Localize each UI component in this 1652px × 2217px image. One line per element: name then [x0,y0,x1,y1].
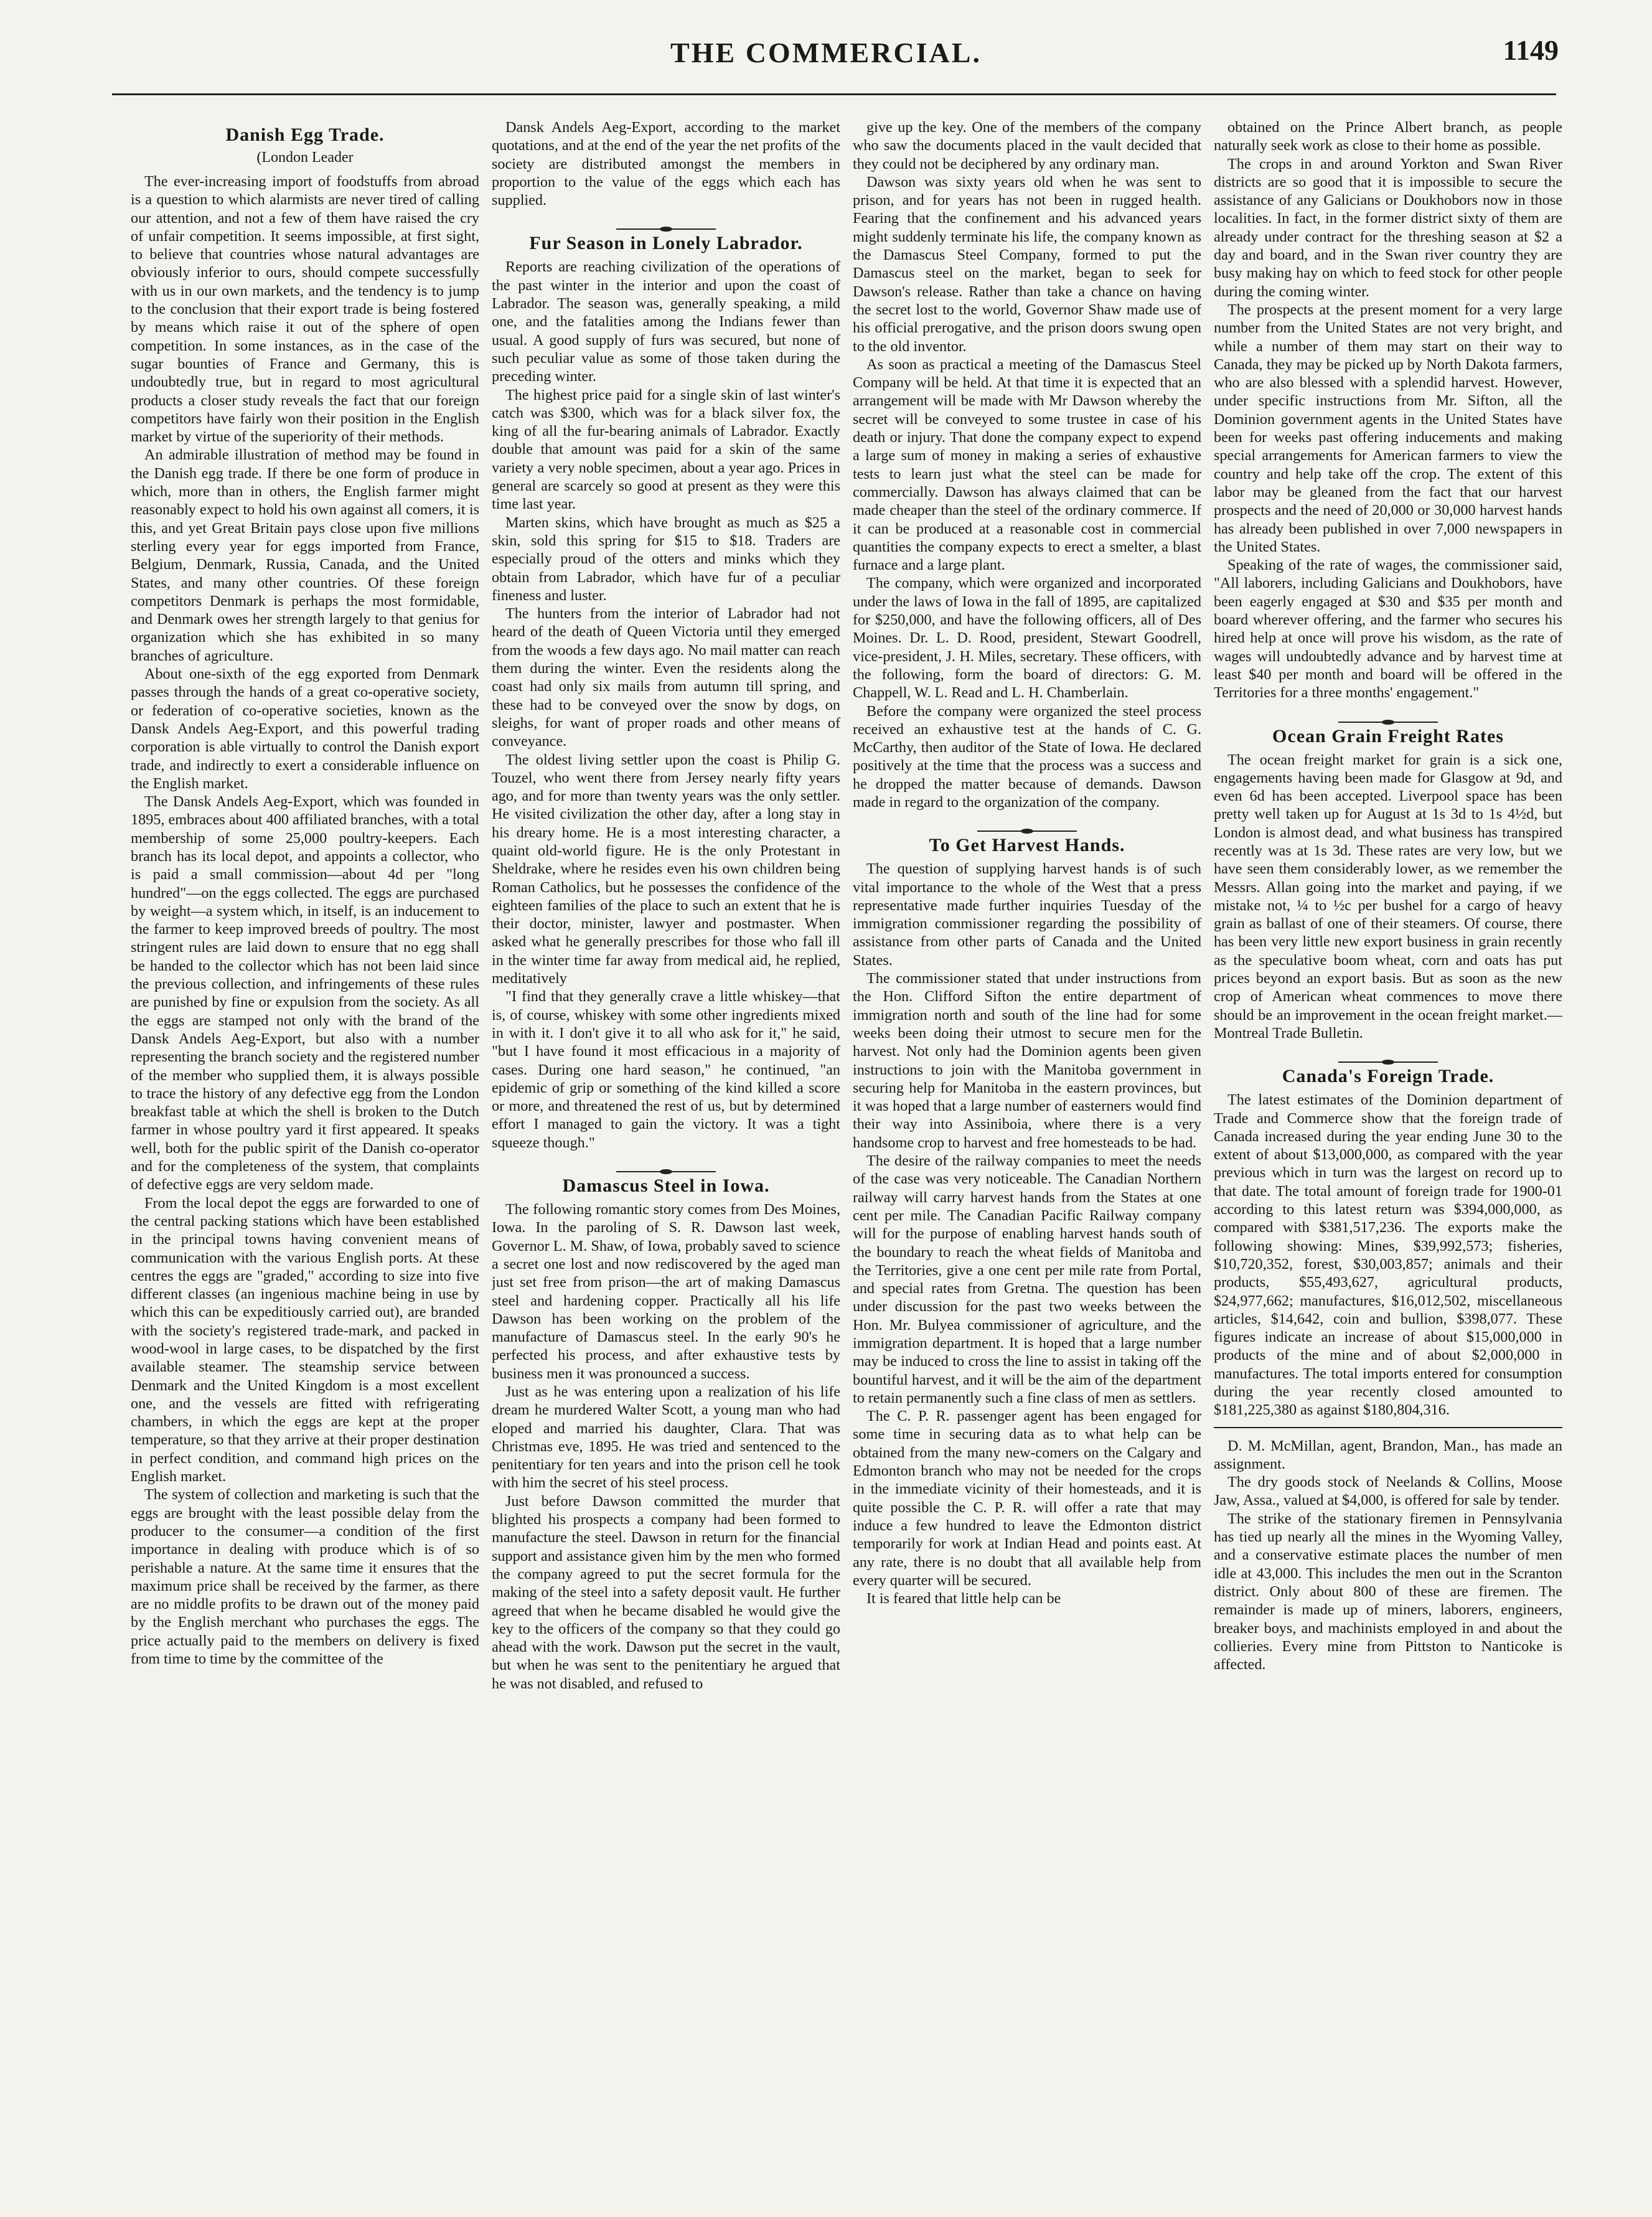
masthead [0,25,1652,87]
paragraph: The highest price paid for a single skin of last winter's catch was $300, which was for a black silver fox, the king of all the fur-bearing animals of Labrador. Exactly double that amount was paid for a skin of the same variety a very noble specimen, about a year ago. Prices in general are scarcely so good at present as they were this time last year. [492,386,840,513]
paragraph: The hunters from the interior of Labrador had not heard of the death of Queen Victoria until they emerged from the woods a few days ago. No mail matter can reach them during the winter. Even the residents along the coast had only six mails from autumn till spring, and these had to be conveyed over the snow by dogs, on sleighs, for want of proper roads and other means of conveyance. [492,605,840,750]
paragraph: It is feared that little help can be [866,1590,1061,1607]
article-heading-ocean-grain: Ocean Grain Freight Rates [1272,725,1504,746]
section-divider [492,218,840,227]
paragraph: The company, which were organized and incorporated under the laws of Iowa in the fall of 1895, are capitalized for $250,000, and have the following officers, all of Des Moines. Dr. L. D. Rood, president, Stewart Goodrell, vice-president, J. H. Miles, secretary. These officers, with the following, form the board of directors: G. M. Chappell, W. L. Read and L. H. Chamberlain. [853,575,1201,702]
article-heading-fur-season: Fur Season in Lonely Labrador. [529,233,803,254]
paragraph: The latest estimates of the Dominion department of Trade and Commerce show that the foreign trade of Canada increased during the year ending June 30 to the extent of about $13,000,000, as compared with the year previous which in turn was the largest on record up to that date. The total amount of foreign trade for 1900-01 according to this latest return was $394,000,000, as compared with $381,517,236. The exports make the following showing: Mines, $39,992,573; fisheries, $10,720,352, forest, $30,003,857; animals and their products, $55,493,627, agricultural products, $24,977,662; manufactures, $16,012,502, miscellaneous articles, $14,642, coin and bullion, $398,077. These figures indicate an increase of about $15,000,000 in products of the mine and of about $2,000,000 in manufactures. The total imports entered for consumption during the year recently closed amounted to $181,225,380 as against $180,804,316. [1214,1091,1562,1419]
paragraph: The crops in and around Yorkton and Swan River districts are so good that it is impossible to secure the assistance of any Galicians or Doukhobors now in those localities. In fact, in the former district sixty of them are already under contract for the threshing season at $2 a day and board, and in the Swan river country they are busy making hay on which to feed stock for other people during the coming winter. [1214,155,1562,300]
paragraph: The commissioner stated that under instructions from the Hon. Clifford Sifton the entire department of immigration north and south of the line had for some weeks been doing their utmost to secure men for the harvest. Not only had the Dominion agents been given instructions to join with the Manitoba government in securing help for Manitoba in the eastern provinces, but it was hoped that a large number of easterners would find their way into Assiniboia, where there is a very handsome crop to harvest and free homesteads to be had. [853,970,1201,1151]
section-divider [1214,711,1562,720]
paragraph: give up the key. One of the members of the company who saw the documents placed in the vault decided that they could not be deciphered by any ordinary man. [853,119,1201,172]
section-divider [1214,1051,1562,1060]
paragraph: Before the company were organized the steel process received an exhaustive test at the hands of C. G. McCarthy, then auditor of the State of Iowa. He declared positively at the time that the process was a success and he dropped the matter because of demands. Dawson made in regard to the organization of the company. [853,702,1201,811]
section-divider [492,1160,840,1169]
paragraph: The system of collection and marketing is such that the eggs are brought with the least possible delay from the producer to the consumer—a condition of the first importance in dealing with produce which is of so perishable a nature. At the same time it ensures that the maximum price shall be received by the farmer, as there are no middle profits to be drawn out of the money paid by the English merchant who purchases the eggs. The price actually paid to the members on delivery is fixed from time to time by the committee of the [131,1486,479,1668]
paragraph: The following romantic story comes from Des Moines, Iowa. In the paroling of S. R. Dawson last week, Governor L. M. Shaw, of Iowa, probably saved to science a secret one lost and now rediscovered by the aged man just set free from prison—the art of making Damascus steel and hardening copper. Practically all his life Dawson has been working on the problem of the manufacture of Damascus steel. In the early 90's he perfected his process, and after exhaustive tests by business men it was pronounced a success. [492,1201,840,1382]
paragraph: Dawson was sixty years old when he was sent to prison, and for years has not been in rugged health. Fearing that the confinement and his advanced years might suddenly terminate his life, the company known as the Damascus Steel Company, formed to put the Damascus steel on the market, began to seek for Dawson's release. Rather than take a chance on having the secret lost to the world, Governor Shaw made use of his official prerogative, and the prison doors swung open to the old inventor. [853,173,1201,355]
column-1 [131,118,479,2191]
article-heading-damascus-steel: Damascus Steel in Iowa. [562,1175,770,1197]
paragraph: As soon as practical a meeting of the Damascus Steel Company will be held. At that time it is expected that an arrangement will be made with Mr Dawson whereby the secret will be conveyed to some trustee in case of his death or injury. That done the company expect to expend a large sum of money in making a series of exhaustive tests to learn just what the steel can be made for commercially. Dawson has always claimed that can be made cheaper than the steel of the ordinary commerce. If it can be produced at a reasonable cost in commercial quantities the company expects to erect a smelter, a blast furnace and a large plant. [853,355,1201,574]
paragraph: The C. P. R. passenger agent has been engaged for some time in securing data as to what help can be obtained from the many new-comers on the Calgary and Edmonton branch who may not be needed for the crops in the immediate vicinity of their homesteads, and it is quite possible the C. P. R. will offer a rate that may induce a few hundred to leave the Edmonton district temporarily for work at Indian Head and points east. At any rate, there is no doubt that all available help from every quarter will be secured. [853,1408,1201,1589]
paragraph: The question of supplying harvest hands is of such vital importance to the whole of the West that a press representative made further inquiries Tuesday of the immigration commissioner regarding the possibility of assistance from other parts of Canada and the United States. [853,860,1201,969]
paragraph: Speaking of the rate of wages, the commissioner said, "All laborers, including Galicians and Doukhobors, have been eagerly engaged at $30 and $35 per month and board wherever offering, and the farmer who secures his hired help at once will prove his wisdom, as the rate of wages will undoubtedly advance and by harvest time at least $40 per month and board will be offered in the Territories for a three months' engagement." [1214,557,1562,702]
article-source: (London Leader [256,149,354,166]
paragraph: The ever-increasing import of foodstuffs from abroad is a question to which alarmists are never tired of calling our attention, and not a few of them have raised the cry of unfair competition. It seems impossible, at first sight, to believe that countries whose natural advantages are obviously inferior to ours, should compete successfully with us in our own markets, and the tendency is to jump to the conclusion that their export trade is being fostered by means which raise it out of the sphere of open competition. In some instances, as in the case of the sugar bounties of France and Germany, this is undoubtedly true, but in regard to most agricultural products a closer study reveals the fact that our foreign competitors have fairly won their position in the English market by virtue of the superiority of their methods. [131,173,479,446]
paragraph: The oldest living settler upon the coast is Philip G. Touzel, who went there from Jersey nearly fifty years ago, and for more than twenty years was the only settler. He visited civilization the other day, after a long stay in his dreary home. He is a most interesting character, a quaint old-world figure. He is the only Protestant in Sheldrake, where he resides even his own children being Roman Catholics, but he possesses the confidence of the eighteen families of the place to such an extent that he is their doctor, minister, lawyer and postmaster. When asked what he generally prescribes for those who fall ill in the winter time far away from medical aid, he replied, meditatively [492,751,840,987]
article-heading-harvest-hands: To Get Harvest Hands. [929,835,1125,856]
column-4 [1214,118,1562,2191]
paragraph: The Dansk Andels Aeg-Export, which was founded in 1895, embraces about 400 affiliated branches, with a total membership of some 25,000 poultry-keepers. Each branch has its local depot, and appoints a collector, who is paid a small commission—about 4d per "long hundred"—on the eggs collected. The eggs are purchased by weight—a system which, in itself, is an inducement to the farmer to keep improved breeds of poultry. The most stringent rules are laid down to ensure that no egg shall be handed to the collector which has not been laid since the previous collection, and infringements of these rules are punished by fine or expulsion from the society. As all the eggs are stamped not only with the brand of the Dansk Andels Aeg-Export, but also with a number representing the branch society and the registered number of the member who supplied them, it is always possible to trace the history of any defective egg from the London breakfast table at which the shell is broken to the Dutch farmer in whose poultry yard it first appeared. It speaks well, both for the public spirit of the Danish co-operator and for the completeness of the system, that complaints of defective eggs are very seldom made. [131,793,479,1193]
paragraph: The dry goods stock of Neelands & Collins, Moose Jaw, Assa., valued at $4,000, is offered for sale by tender. [1214,1474,1562,1509]
paragraph: The prospects at the present moment for a very large number from the United States are not very bright, and while a number of them may start on their way to Canada, they may be picked up by North Dakota farmers, who are also blessed with a splendid harvest. However, under specific instructions from Mr. Sifton, all the Dominion government agents in the United States have been for weeks past offering inducements and making special arrangements for American farmers to view the country and help take off the crop. The extent of this labor may be gleaned from the fact that our harvest prospects and the need of 20,000 or 30,000 harvest hands has already been published in over 7,000 newspapers in the United States. [1214,301,1562,555]
paragraph: An admirable illustration of method may be found in the Danish egg trade. If there be one form of produce in which, more than in others, the English farmer might reasonably expect to hold his own against all comers, it is this, and yet Great Britain pays close upon five millions sterling every year for eggs imported from France, Belgium, Denmark, Russia, Canada, and the United States, and many other countries. Of these foreign competitors Denmark is perhaps the most formidable, and Denmark owes her strength largely to that genius for organization which she has exhibited in so many branches of agriculture. [131,446,479,664]
column-2 [492,118,840,2191]
section-divider [853,820,1201,829]
paragraph: Marten skins, which have brought as much as $25 a skin, sold this spring for $15 to $18. Traders are especially proud of the otters and minks which they obtain from Labrador, which have fur of a peculiar fineness and luster. [492,514,840,604]
publication-title: THE COMMERCIAL. [670,37,982,68]
paragraph: The desire of the railway companies to meet the needs of the case was very noticeable. The Canadian Northern railway will carry harvest hands from the States at one cent per mile. The Canadian Pacific Railway company will for the purpose of enabling harvest hands south of the boundary to reach the wheat fields of Manitoba and the Territories, give a one cent per mile rate from Portal, and special rates from Gretna. The question has been under discussion for the past two weeks between the Hon. Mr. Bulyea commissioner of agriculture, and the immigration department. It is hoped that a large number may be induced to cross the line to assist in taking off the bountiful harvest, and it will be the aim of the department to retain permanently such a fine class of men as settlers. [853,1152,1201,1406]
page-number: 1149 [1503,34,1559,66]
header-rule [112,93,1556,95]
article-heading-danish-egg-trade: Danish Egg Trade. [225,125,385,145]
article-heading-canada-foreign-trade: Canada's Foreign Trade. [1282,1066,1495,1087]
paragraph: Just as he was entering upon a realization of his life dream he murdered Walter Scott, a young man who had eloped and married his daughter, Clara. That was Christmas eve, 1895. He was tried and sentenced to the penitentiary for ten years and into the prison cell he took with him the secret of his steel process. [492,1383,840,1492]
article-columns [131,118,1562,2191]
paragraph: From the local depot the eggs are forwarded to one of the central packing stations which have been established in the principal towns having convenient means of communication with the various English ports. At these centres the eggs are "graded," according to size into five different classes (an ingenious machine being in use by which this can be expeditiously carried out), are branded with the society's registered trade-mark, and packed in wood-wool in large cases, to be dispatched by the first available steamer. The steamship service between Denmark and the United Kingdom is a most excellent one, and the vessels are fitted with refrigerating chambers, in which the eggs are kept at the proper temperature, so that they arrive at their proper destination in perfect condition, and command high prices on the English market. [131,1194,479,1485]
paragraph: Dansk Andels Aeg-Export, according to the market quotations, and at the end of the year the net profits of the society are distributed amongst the members in proportion to the value of the eggs which each has supplied. [492,119,840,209]
paragraph: "I find that they generally crave a little whiskey—that is, of course, whiskey with some other ingredients mixed in with it. I don't give it to all who ask for it," he said, "but I have found it most efficacious in a majority of cases. During one hard season," he continued, "an epidemic of grip or something of the kind killed a score or more, and threatened the rest of us, but by determined effort I managed to gain the victory. It was a tight squeeze though." [492,988,840,1151]
paragraph: About one-sixth of the egg exported from Denmark passes through the hands of a great co-operative society, or federation of co-operative societies, known as the Dansk Andels Aeg-Export, and this powerful trading corporation is able virtually to control the Danish export trade, and indirectly to exert a considerable influence on the English market. [131,666,479,792]
paragraph: obtained on the Prince Albert branch, as people naturally seek work as close to their home as possible. [1214,119,1562,154]
column-3 [853,118,1201,2191]
paragraph: The strike of the stationary firemen in Pennsylvania has tied up nearly all the mines in the Wyoming Valley, and a conservative estimate places the number of men idle at 43,000. This includes the men out in the Scranton district. Only about 800 of these are firemen. The remainder is made up of miners, laborers, engineers, breaker boys, and machinists employed in and about the collieries. Every mine from Pittston to Nanticoke is affected. [1214,1510,1562,1673]
paragraph: Just before Dawson committed the murder that blighted his prospects a company had been formed to manufacture the steel. Dawson in return for the financial support and assistance given him by the men who formed the company agreed to put the secret formula for the making of the steel into a safety deposit vault. He further agreed that when he became disabled he would give the key to the officers of the company so that they could go ahead with the work. Dawson put the secret in the vault, but when he was sent to the penitentiary he argued that he was not disabled, and refused to [492,1492,840,1692]
paragraph: Reports are reaching civilization of the operations of the past winter in the interior and upon the coast of Labrador. The season was, generally speaking, a mild one, and the fatalities among the Indians fewer than usual. A good supply of furs was secured, but none of such peculiar value as some of those taken during the preceding winter. [492,258,840,385]
paragraph: The ocean freight market for grain is a sick one, engagements having been made for Glasgow at 9d, and even 6d has been accepted. Liverpool space has been pretty well taken up for August at 1s 3d to 1s 4½d, but London is almost dead, and what business has transpired recently was at 1s 3d. These rates are very low, but we have seen them considerably lower, as we remember the Messrs. Allan going into the market and paying, if we mistake not, ¼ to ½c per bushel for a cargo of heavy grain as ballast of one of their steamers. Of course, there has been very little new export business in grain recently as the speculative boom wheat, corn and oats has put prices beyond an export basis. But as soon as the new crop of American wheat commences to move there should be an improvement in the ocean freight market.—Montreal Trade Bulletin. [1214,751,1562,1042]
paragraph: D. M. McMillan, agent, Brandon, Man., has made an assignment. [1214,1437,1562,1472]
